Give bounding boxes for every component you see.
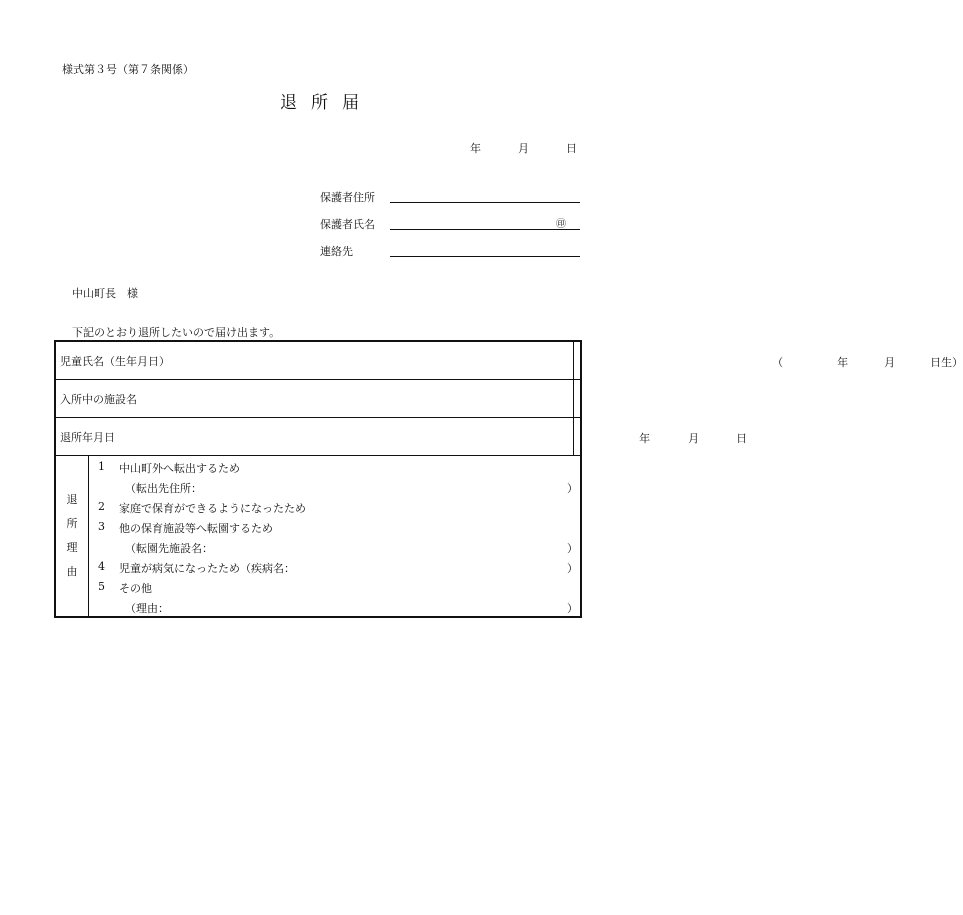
- child-name-label: 児童氏名（生年月日）: [55, 341, 574, 380]
- reason-text: （転出先住所：: [125, 482, 202, 495]
- reason-text: 児童が病気になったため（疾病名：: [119, 562, 295, 575]
- reason-number: 4: [98, 560, 105, 573]
- contact-label: 連絡先: [320, 245, 353, 258]
- withdraw-month-label: 月: [688, 432, 700, 445]
- reason-close-paren: ）: [567, 542, 578, 555]
- reason-close-paren: ）: [567, 482, 578, 495]
- date-month-label: 月: [518, 142, 529, 155]
- guardian-address-label: 保護者住所: [320, 191, 375, 204]
- date-day-label: 日: [566, 142, 577, 155]
- reason-close-paren: ）: [567, 602, 578, 615]
- reason-heading-char: 退: [66, 493, 78, 506]
- reason-heading-char: 所: [66, 517, 78, 530]
- form-number: 様式第３号（第７条関係）: [62, 63, 194, 76]
- page-title: 退所届: [280, 93, 373, 113]
- withdrawal-form-table: [54, 340, 963, 618]
- reason-number: 1: [98, 460, 105, 473]
- facility-label: 入所中の施設名: [55, 380, 574, 418]
- date-year-label: 年: [470, 142, 481, 155]
- birth-open-paren: （: [772, 356, 784, 369]
- reason-text: （理由：: [125, 602, 169, 615]
- reason-text: （転園先施設名：: [125, 542, 213, 555]
- addressee: 中山町長 様: [72, 287, 138, 300]
- reason-heading: [55, 456, 89, 618]
- guardian-address-field[interactable]: [390, 202, 580, 203]
- reason-list: [89, 456, 582, 618]
- contact-field[interactable]: [390, 256, 580, 257]
- birth-year-label: 年: [837, 356, 849, 369]
- reason-number: 5: [98, 580, 105, 593]
- seal-mark: ㊞: [556, 219, 566, 230]
- withdraw-day-label: 日: [736, 432, 748, 445]
- birth-day-label: 日生）: [930, 356, 963, 369]
- reason-text: 家庭で保育ができるようになったため: [119, 502, 306, 515]
- reason-text: 他の保育施設等へ転園するため: [119, 522, 273, 535]
- reason-number: 2: [98, 500, 105, 513]
- reason-number: 3: [98, 520, 105, 533]
- withdraw-date-cell[interactable]: [574, 418, 748, 456]
- intro-text: 下記のとおり退所したいので届け出ます。: [72, 326, 281, 339]
- withdraw-date-label: 退所年月日: [55, 418, 574, 456]
- reason-close-paren: ）: [567, 562, 578, 575]
- child-name-cell[interactable]: [574, 341, 963, 380]
- guardian-name-field[interactable]: [390, 229, 580, 230]
- reason-heading-char: 由: [66, 565, 78, 578]
- birth-month-label: 月: [884, 356, 896, 369]
- withdraw-year-label: 年: [639, 432, 651, 445]
- reason-heading-char: 理: [66, 541, 78, 554]
- reason-text: その他: [119, 582, 152, 595]
- reason-text: 中山町外へ転出するため: [119, 462, 240, 475]
- guardian-name-label: 保護者氏名: [320, 218, 375, 231]
- facility-cell[interactable]: [574, 380, 581, 418]
